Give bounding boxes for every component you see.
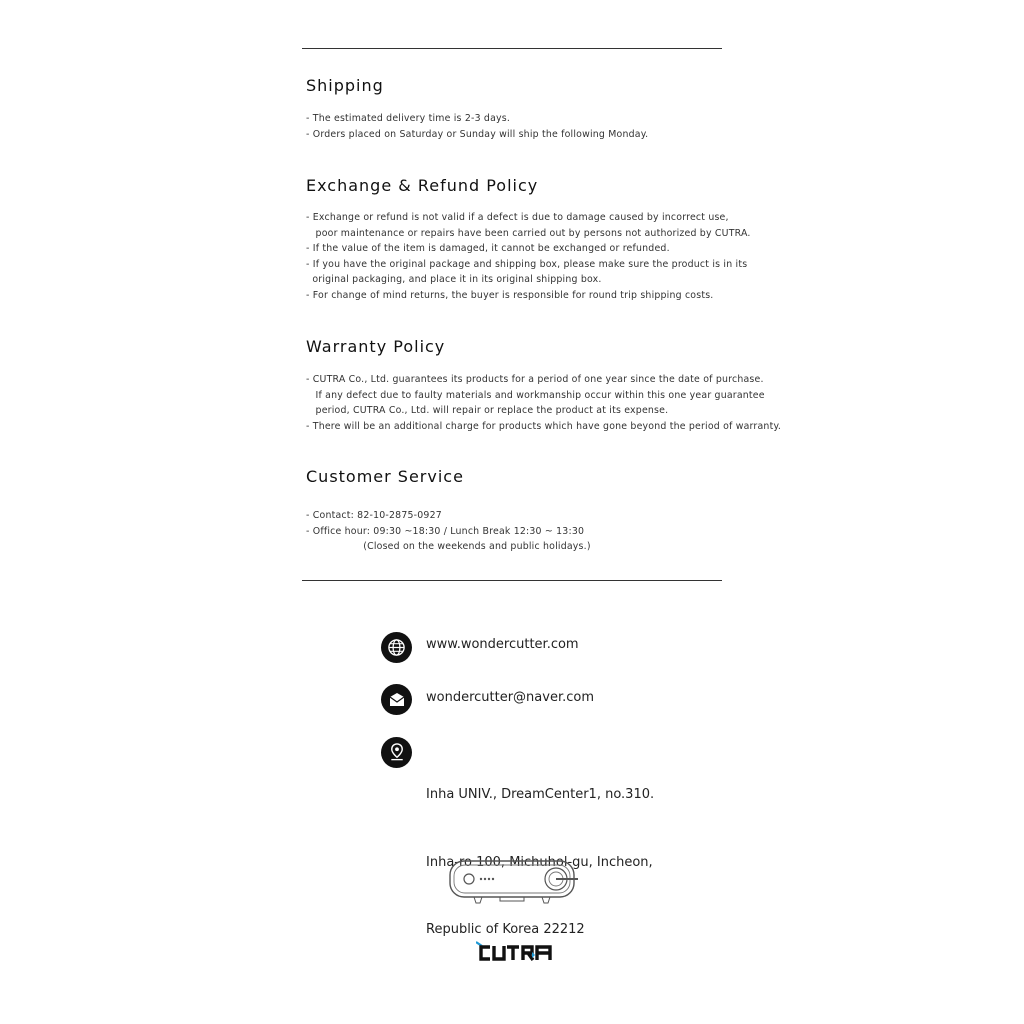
address-line: Republic of Korea 22212 (426, 922, 585, 937)
bottom-divider (302, 580, 722, 581)
envelope-icon (381, 684, 412, 715)
website-link[interactable]: www.wondercutter.com (426, 637, 579, 652)
shipping-section (306, 76, 726, 140)
exchange-line: - For change of mind returns, the buyer is responsible for round trip shipping costs. (306, 289, 714, 301)
exchange-line: - Exchange or refund is not valid if a defect is due to damage caused by incorrect use, (306, 212, 729, 223)
warranty-section (306, 337, 782, 432)
exchange-section (306, 176, 751, 301)
customer-service-line: - Office hour: 09:30 ~18:30 / Lunch Break 12:30 ~ 13:30 (306, 525, 585, 537)
warranty-line: If any defect due to faulty materials and workmanship occur within this one year guarantee (306, 389, 765, 401)
customer-service-heading: Customer Service (306, 467, 464, 486)
warranty-heading: Warranty Policy (306, 337, 446, 356)
warranty-line: - CUTRA Co., Ltd. guarantees its products for a period of one year since the date of purchase. (306, 374, 764, 385)
shipping-line: - Orders placed on Saturday or Sunday will ship the following Monday. (306, 128, 649, 140)
customer-service-section (306, 467, 726, 553)
exchange-line: - If you have the original package and shipping box, please make sure the product is in its (306, 258, 748, 270)
warranty-line: - There will be an additional charge for products which have gone beyond the period of warranty. (306, 420, 782, 432)
address-line: Inha UNIV., DreamCenter1, no.310. (426, 787, 655, 802)
exchange-line: original packaging, and place it in its original shipping box. (306, 274, 602, 286)
top-divider (302, 48, 722, 49)
email-link[interactable]: wondercutter@naver.com (426, 690, 595, 705)
cutra-logo (476, 940, 554, 966)
globe-icon (381, 632, 412, 663)
address-line: Inha-ro 100, Michuhol-gu, Incheon, (426, 854, 653, 870)
shipping-heading: Shipping (306, 76, 384, 95)
warranty-line: period, CUTRA Co., Ltd. will repair or replace the product at its expense. (306, 405, 669, 417)
location-pin-icon (381, 737, 412, 768)
exchange-line: poor maintenance or repairs have been carried out by persons not authorized by CUTRA. (306, 227, 751, 239)
device-illustration (448, 858, 582, 912)
exchange-heading: Exchange & Refund Policy (306, 176, 539, 195)
shipping-line: - The estimated delivery time is 2-3 days. (306, 113, 511, 124)
customer-service-line: (Closed on the weekends and public holidays.) (306, 541, 591, 553)
exchange-line: - If the value of the item is damaged, it cannot be exchanged or refunded. (306, 243, 670, 255)
customer-service-line: - Contact: 82-10-2875-0927 (306, 510, 442, 521)
